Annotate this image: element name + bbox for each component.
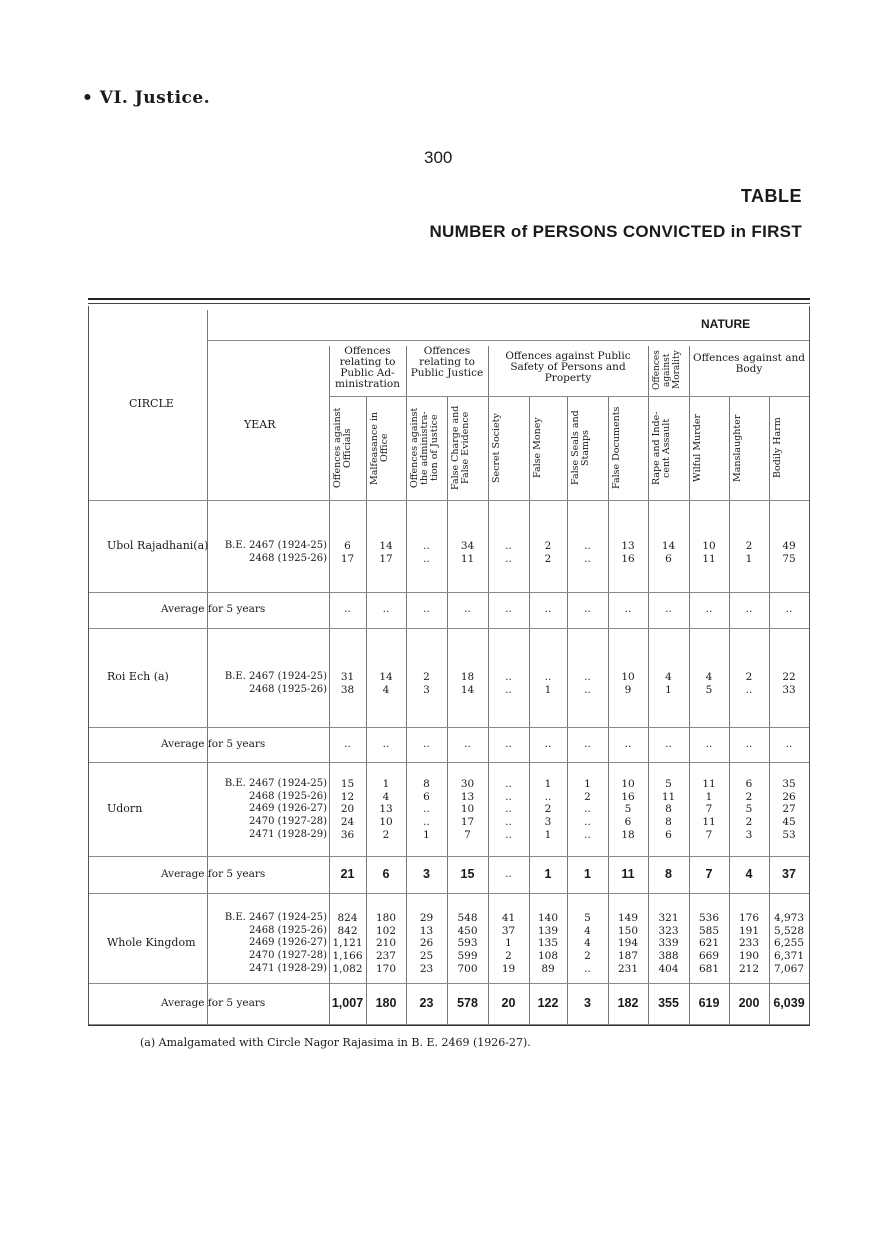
table-cell: 41 37 1 2 19 <box>501 912 516 975</box>
column-heading-11: Bodily Harm <box>772 417 783 479</box>
table-cell: 10 9 <box>621 671 635 696</box>
average-cell: .. <box>423 737 430 750</box>
average-cell: 23 <box>419 995 434 1010</box>
average-cell: .. <box>423 603 430 615</box>
table-cell: 321 323 339 388 404 <box>658 912 679 975</box>
circle-heading: CIRCLE <box>129 397 174 410</box>
average-cell: .. <box>665 603 672 615</box>
footnote: (a) Amalgamated with Circle Nagor Rajasima in B. E. 2469 (1926-27). <box>140 1036 531 1049</box>
block-bottom-rule <box>89 893 809 894</box>
group-heading-3: Offences against Morality <box>652 350 682 390</box>
average-cell: 182 <box>617 995 639 1010</box>
average-cell: 355 <box>658 995 679 1010</box>
table-cell: 10 16 5 6 18 <box>621 778 635 841</box>
table-caption: NUMBER of PERSONS CONVICTED in FIRST <box>429 222 802 241</box>
table-cell: 49 75 <box>782 540 796 565</box>
average-cell: .. <box>544 603 552 615</box>
circle-name: Ubol Rajadhani(a) <box>107 539 209 552</box>
column-heading-2: Offences against the administra- tion of Justice <box>409 407 440 489</box>
average-cell: 6,039 <box>773 995 805 1010</box>
average-cell: .. <box>785 737 793 750</box>
circle-name: Udorn <box>107 802 143 816</box>
table-cell: 6 2 5 2 3 <box>745 778 753 841</box>
header-bottom-rule <box>89 500 809 501</box>
table-cell: 149 150 194 187 231 <box>617 912 639 975</box>
average-cell: .. <box>382 603 390 615</box>
average-cell: 1 <box>584 866 591 881</box>
average-cell: 8 <box>665 866 672 881</box>
average-cell: 3 <box>584 995 591 1010</box>
average-cell: .. <box>705 737 713 750</box>
group-heading-2: Offences against Public Safety of Persons and Property <box>505 350 631 384</box>
average-cell: .. <box>785 603 793 615</box>
table-cell: 18 14 <box>460 671 475 696</box>
table-cell: .. .. <box>584 540 591 565</box>
average-cell: 180 <box>375 995 397 1010</box>
average-label: Average for 5 years <box>161 737 266 750</box>
average-cell: .. <box>745 603 753 615</box>
table-label: TABLE <box>740 186 802 206</box>
table-cell: 536 585 621 669 681 <box>698 912 720 975</box>
average-cell: .. <box>344 737 351 750</box>
table-cell: .. .. <box>505 671 512 696</box>
average-cell: 619 <box>698 995 720 1010</box>
table-cell: 1 4 13 10 2 <box>379 778 393 841</box>
average-top-rule <box>89 856 809 857</box>
year-list: B.E. 2467 (1924-25) 2468 (1925-26) <box>224 540 327 564</box>
average-cell: .. <box>584 603 591 615</box>
table-cell: 14 4 <box>379 671 393 696</box>
column-heading-5: False Money <box>532 417 543 479</box>
group-heading-4: Offences against and Body <box>693 352 805 375</box>
table-cell: 13 16 <box>621 540 635 565</box>
table-cell: 8 6 .. .. 1 <box>423 778 430 841</box>
table-cell: 548 450 593 599 700 <box>457 912 478 975</box>
average-cell: 3 <box>423 866 430 881</box>
table-cell: 31 38 <box>340 671 355 696</box>
table-cell: 140 139 135 108 89 <box>537 912 559 975</box>
table-cell: 11 1 7 11 7 <box>702 778 716 841</box>
table-cell: .. .. <box>423 540 430 565</box>
circle-name: Whole Kingdom <box>107 936 196 950</box>
group-heading-0: Offences relating to Public Ad- ministration <box>335 345 400 390</box>
nature-heading: NATURE <box>701 317 751 331</box>
table-cell: 5 4 4 2 .. <box>584 912 591 975</box>
table-cell: 29 13 26 25 23 <box>419 912 434 975</box>
average-cell: .. <box>584 737 591 750</box>
average-label: Average for 5 years <box>161 603 266 615</box>
block-bottom-rule <box>89 1024 809 1025</box>
average-cell: 4 <box>745 866 753 881</box>
table-cell: .. .. .. .. .. <box>505 778 512 841</box>
table-cell: 34 11 <box>460 540 475 565</box>
table-cell: 1 .. 2 3 1 <box>544 778 552 841</box>
table-cell: 180 102 210 237 170 <box>375 912 397 975</box>
column-heading-4: Secret Society <box>491 413 502 483</box>
average-cell: 20 <box>501 995 516 1010</box>
group-underline <box>329 396 809 397</box>
table-cell: 2 2 <box>544 540 552 565</box>
average-cell: 200 <box>738 995 760 1010</box>
table-cell: .. .. <box>584 671 591 696</box>
average-cell: 37 <box>782 866 796 881</box>
table-cell: 4 1 <box>665 671 672 696</box>
average-cell: .. <box>464 737 471 750</box>
circle-column-divider <box>207 310 208 1024</box>
year-list: B.E. 2467 (1924-25) 2468 (1925-26) 2469 (1926-27) 2470 (1927-28) 2471 (1928-29) <box>224 778 327 840</box>
average-cell: .. <box>464 603 471 615</box>
table-cell: 4,973 5,528 6,255 6,371 7,067 <box>773 912 805 975</box>
average-label: Average for 5 years <box>161 996 266 1009</box>
section-title: • VI. Justice. <box>82 88 211 108</box>
average-cell: .. <box>382 737 390 750</box>
column-heading-3: False Charge and False Evidence <box>450 405 471 491</box>
average-top-rule <box>89 727 809 728</box>
average-cell: 15 <box>460 866 475 881</box>
table-cell: 30 13 10 17 7 <box>460 778 475 841</box>
average-cell: .. <box>745 737 753 750</box>
year-list: B.E. 2467 (1924-25) 2468 (1925-26) 2469 (1926-27) 2470 (1927-28) 2471 (1928-29) <box>224 912 327 974</box>
average-cell: 7 <box>705 866 713 881</box>
table-cell: 4 5 <box>705 671 713 696</box>
average-cell: .. <box>505 737 512 750</box>
average-cell: .. <box>624 737 632 750</box>
table-top-rule <box>88 298 810 300</box>
average-cell: 6 <box>382 866 390 881</box>
average-cell: 578 <box>457 995 478 1010</box>
average-cell: .. <box>705 603 713 615</box>
average-cell: 11 <box>621 866 635 881</box>
average-cell: 21 <box>340 866 355 881</box>
table-cell: 176 191 233 190 212 <box>738 912 760 975</box>
average-cell: 122 <box>537 995 559 1010</box>
table-cell: 22 33 <box>782 671 796 696</box>
average-top-rule <box>89 983 809 984</box>
table-cell: .. 1 <box>544 671 552 696</box>
year-heading: YEAR <box>244 418 276 431</box>
table-cell: 2 .. <box>745 671 753 696</box>
table-cell: 2 1 <box>745 540 753 565</box>
table-cell: 2 3 <box>423 671 430 696</box>
column-heading-1: Malfeasance in Office <box>369 411 390 485</box>
average-cell: .. <box>505 867 512 880</box>
table-top-rule-thin <box>88 303 810 304</box>
table-cell: 10 11 <box>702 540 716 565</box>
table-cell: 1 2 .. .. .. <box>584 778 591 841</box>
column-heading-6: False Seals and Stamps <box>570 410 591 486</box>
table-cell: 14 6 <box>661 540 676 565</box>
table-cell: .. .. <box>505 540 512 565</box>
average-cell: .. <box>665 737 672 750</box>
column-heading-8: Rape and Inde- cent Assault <box>651 411 672 485</box>
table-cell: 35 26 27 45 53 <box>782 778 796 841</box>
average-top-rule <box>89 592 809 593</box>
column-heading-9: Wilful Murder <box>692 414 703 482</box>
table-cell: 15 12 20 24 36 <box>340 778 355 841</box>
average-cell: 1 <box>544 866 552 881</box>
column-heading-7: False Documents <box>611 406 622 490</box>
block-bottom-rule <box>89 628 809 629</box>
nature-underline <box>207 340 809 341</box>
group-heading-1: Offences relating to Public Justice <box>410 345 484 379</box>
table-cell: 824 842 1,121 1,166 1,082 <box>332 912 363 975</box>
statistics-table <box>88 306 810 1026</box>
circle-name: Roi Ech (a) <box>107 670 169 683</box>
average-cell: .. <box>544 737 552 750</box>
average-label: Average for 5 years <box>161 867 266 880</box>
table-cell: 6 17 <box>340 540 355 565</box>
average-cell: 1,007 <box>331 995 364 1010</box>
table-cell: 14 17 <box>379 540 393 565</box>
page-number: 300 <box>424 148 453 167</box>
average-cell: .. <box>624 603 632 615</box>
column-heading-10: Manslaughter <box>732 414 743 482</box>
block-bottom-rule <box>89 762 809 763</box>
table-cell: 5 11 8 8 6 <box>661 778 676 841</box>
year-list: B.E. 2467 (1924-25) 2468 (1925-26) <box>224 671 327 695</box>
average-cell: .. <box>505 603 512 615</box>
column-heading-0: Offences against Officials <box>332 407 353 489</box>
average-cell: .. <box>344 603 351 615</box>
